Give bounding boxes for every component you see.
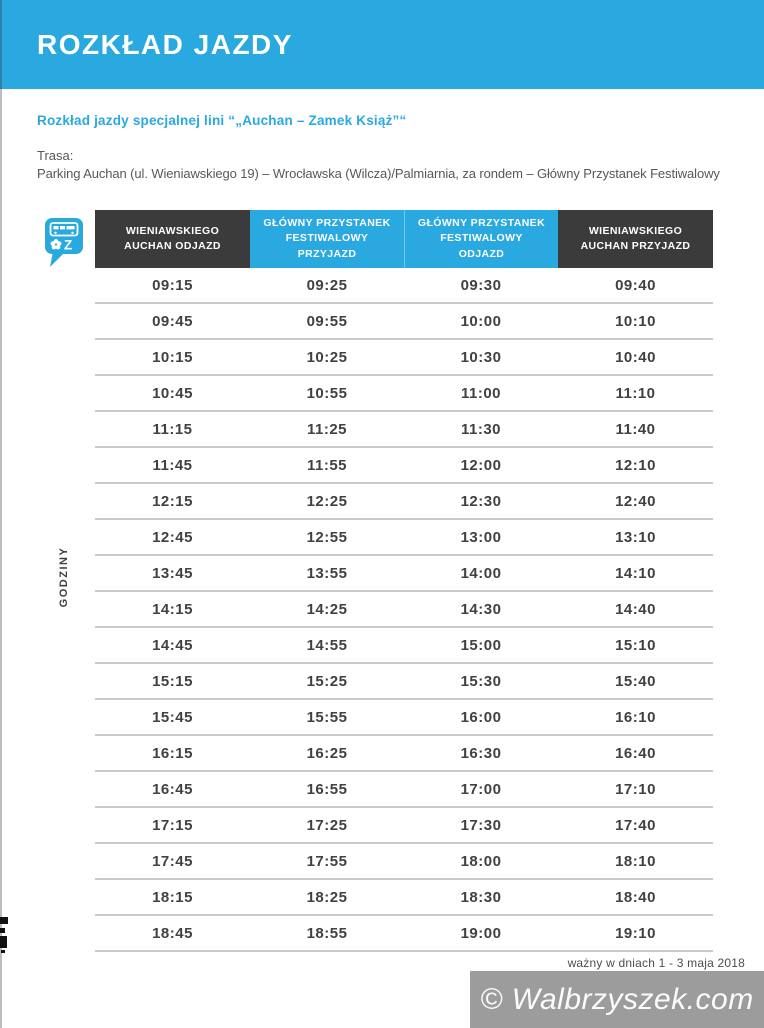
timetable-row bbox=[95, 916, 713, 952]
timetable-row bbox=[95, 448, 713, 484]
time-cell: 10:00 bbox=[460, 312, 502, 330]
time-cell: 10:25 bbox=[306, 348, 348, 366]
time-cell: 17:55 bbox=[306, 852, 348, 870]
time-cell: 18:10 bbox=[615, 852, 656, 870]
time-cell: 12:45 bbox=[152, 528, 193, 546]
time-cell: 11:30 bbox=[460, 420, 502, 438]
watermark-banner bbox=[470, 971, 764, 1028]
time-cell: 14:55 bbox=[306, 636, 348, 654]
col-header-wieniawskiego-odjazd: WIENIAWSKIEGO AUCHAN ODJAZD bbox=[95, 210, 250, 268]
route-text: Parking Auchan (ul. Wieniawskiego 19) – Wrocławska (Wilcza)/Palmiarnia, za rondem – Główny Przystanek Festiwalowy bbox=[37, 166, 720, 181]
timetable-row bbox=[95, 592, 713, 628]
time-cell: 15:00 bbox=[460, 636, 502, 654]
time-cell: 17:10 bbox=[615, 780, 656, 798]
time-cell: 16:40 bbox=[615, 744, 656, 762]
timetable-body bbox=[95, 268, 713, 952]
time-cell: 10:55 bbox=[306, 384, 348, 402]
time-cell: 13:45 bbox=[152, 564, 193, 582]
timetable-row bbox=[95, 664, 713, 700]
time-cell: 09:25 bbox=[306, 276, 348, 294]
time-cell: 16:10 bbox=[615, 708, 656, 726]
page-title: ROZKŁAD JAZDY bbox=[37, 28, 293, 60]
timetable-row bbox=[95, 412, 713, 448]
time-cell: 11:10 bbox=[615, 384, 656, 402]
timetable-row bbox=[95, 880, 713, 916]
time-cell: 14:00 bbox=[460, 564, 502, 582]
time-cell: 18:30 bbox=[460, 888, 502, 906]
time-cell: 16:25 bbox=[306, 744, 348, 762]
scan-edge-line bbox=[0, 0, 2, 1028]
time-cell: 15:40 bbox=[615, 672, 656, 690]
time-cell: 13:10 bbox=[615, 528, 656, 546]
time-cell: 17:25 bbox=[306, 816, 348, 834]
time-cell: 09:40 bbox=[615, 276, 656, 294]
time-cell: 15:30 bbox=[460, 672, 502, 690]
time-cell: 12:10 bbox=[615, 456, 656, 474]
time-cell: 18:15 bbox=[152, 888, 193, 906]
time-cell: 17:45 bbox=[152, 852, 193, 870]
time-cell: 09:30 bbox=[460, 276, 502, 294]
time-cell: 17:00 bbox=[460, 780, 502, 798]
time-cell: 16:15 bbox=[152, 744, 193, 762]
scan-artifact bbox=[0, 928, 5, 933]
time-cell: 11:25 bbox=[306, 420, 348, 438]
timetable-row bbox=[95, 340, 713, 376]
time-cell: 14:25 bbox=[306, 600, 348, 618]
timetable-row bbox=[95, 556, 713, 592]
time-cell: 15:55 bbox=[306, 708, 348, 726]
time-cell: 17:15 bbox=[152, 816, 193, 834]
time-cell: 16:55 bbox=[306, 780, 348, 798]
time-cell: 11:00 bbox=[460, 384, 502, 402]
time-cell: 19:00 bbox=[460, 924, 502, 942]
timetable-row bbox=[95, 700, 713, 736]
time-cell: 10:30 bbox=[460, 348, 502, 366]
timetable-row bbox=[95, 844, 713, 880]
time-cell: 12:55 bbox=[306, 528, 348, 546]
line-subtitle: Rozkład jazdy specjalnej lini “„Auchan – Zamek Książ”“ bbox=[37, 113, 407, 128]
time-cell: 18:25 bbox=[306, 888, 348, 906]
time-cell: 16:30 bbox=[460, 744, 502, 762]
time-cell: 16:45 bbox=[152, 780, 193, 798]
col-header-wieniawskiego-przyjazd: WIENIAWSKIEGO AUCHAN PRZYJAZD bbox=[558, 210, 713, 268]
scan-artifact bbox=[1, 950, 5, 953]
timetable-row bbox=[95, 268, 713, 304]
time-cell: 15:25 bbox=[306, 672, 348, 690]
time-cell: 14:45 bbox=[152, 636, 193, 654]
timetable-row bbox=[95, 484, 713, 520]
timetable-row bbox=[95, 808, 713, 844]
time-cell: 10:15 bbox=[152, 348, 193, 366]
time-cell: 14:10 bbox=[615, 564, 656, 582]
validity-note: ważny w dniach 1 - 3 maja 2018 bbox=[567, 956, 745, 970]
time-cell: 11:15 bbox=[152, 420, 193, 438]
timetable bbox=[95, 210, 713, 952]
time-cell: 18:55 bbox=[306, 924, 348, 942]
time-cell: 13:55 bbox=[306, 564, 348, 582]
time-cell: 15:45 bbox=[152, 708, 193, 726]
time-cell: 18:00 bbox=[460, 852, 502, 870]
time-cell: 18:45 bbox=[152, 924, 193, 942]
timetable-row bbox=[95, 772, 713, 808]
time-cell: 11:55 bbox=[306, 456, 348, 474]
route-label: Trasa: bbox=[37, 148, 74, 163]
time-cell: 17:40 bbox=[615, 816, 656, 834]
time-cell: 10:10 bbox=[615, 312, 656, 330]
time-cell: 13:00 bbox=[460, 528, 502, 546]
time-cell: 12:40 bbox=[615, 492, 656, 510]
time-cell: 12:00 bbox=[460, 456, 502, 474]
time-cell: 14:30 bbox=[460, 600, 502, 618]
time-cell: 10:45 bbox=[152, 384, 193, 402]
time-cell: 12:15 bbox=[152, 492, 193, 510]
time-cell: 15:10 bbox=[615, 636, 656, 654]
col-header-festiwalowy-odjazd: GŁÓWNY PRZYSTANEK FESTIWALOWY ODJAZD bbox=[404, 210, 558, 268]
timetable-row bbox=[95, 376, 713, 412]
header-bar bbox=[0, 0, 764, 89]
col-header-festiwalowy-przyjazd: GŁÓWNY PRZYSTANEK FESTIWALOWY PRZYJAZD bbox=[250, 210, 404, 268]
time-cell: 15:15 bbox=[152, 672, 193, 690]
time-cell: 12:25 bbox=[306, 492, 348, 510]
watermark-text: © Walbrzyszek.com bbox=[480, 982, 754, 1016]
scan-artifact bbox=[0, 936, 7, 948]
time-cell: 17:30 bbox=[460, 816, 502, 834]
time-cell: 14:40 bbox=[615, 600, 656, 618]
timetable-row bbox=[95, 736, 713, 772]
time-cell: 09:45 bbox=[152, 312, 193, 330]
time-cell: 10:40 bbox=[615, 348, 656, 366]
logo-letter: Z bbox=[64, 237, 73, 253]
time-cell: 09:55 bbox=[306, 312, 348, 330]
time-cell: 16:00 bbox=[460, 708, 502, 726]
time-cell: 11:45 bbox=[152, 456, 193, 474]
timetable-header-row bbox=[95, 210, 713, 268]
time-cell: 09:15 bbox=[152, 276, 193, 294]
timetable-row bbox=[95, 628, 713, 664]
time-cell: 12:30 bbox=[460, 492, 502, 510]
hours-axis-label: GODZINY bbox=[58, 546, 70, 608]
timetable-row bbox=[95, 304, 713, 340]
time-cell: 11:40 bbox=[615, 420, 656, 438]
time-cell: 19:10 bbox=[615, 924, 656, 942]
bus-speech-bubble-logo-icon bbox=[44, 217, 84, 269]
timetable-row bbox=[95, 520, 713, 556]
time-cell: 18:40 bbox=[615, 888, 656, 906]
scan-artifact bbox=[0, 917, 8, 924]
time-cell: 14:15 bbox=[152, 600, 193, 618]
